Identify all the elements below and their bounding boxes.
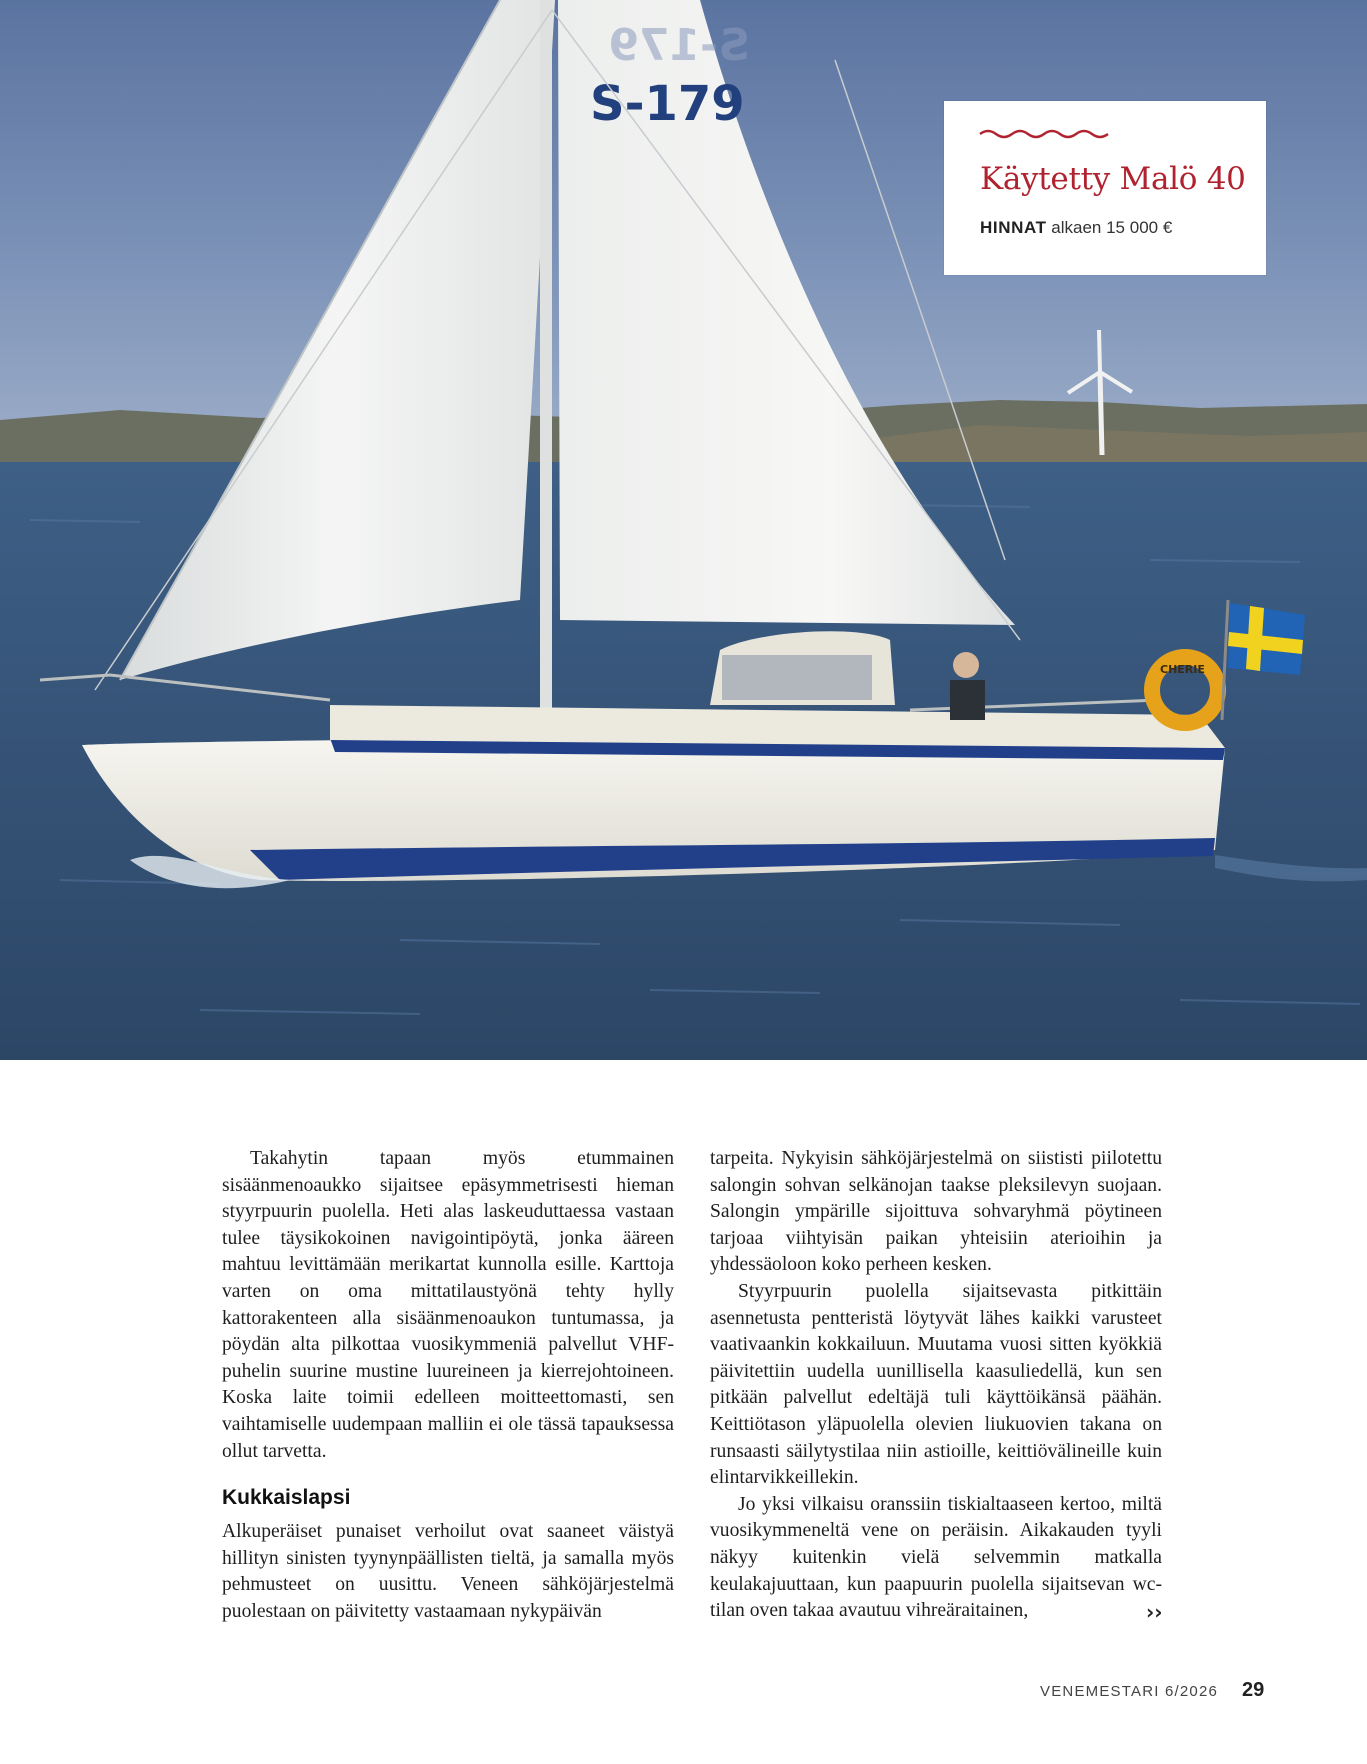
lifebuoy-label: CHERIE	[1160, 663, 1205, 676]
article-paragraph: tarpeita. Nykyisin sähköjärjestelmä on siististi piilotettu salongin sohvan selkänojan taakse pleksilevyn suojaan. Salongin ympärille sijoittuva sohvaryhmä pöytineen tarjoaa viihtyisän paikan yhteisiin aterioihin ja yhdessäoloon koko perheen kesken.	[710, 1148, 1162, 1276]
article-paragraph: Takahytin tapaan myös etummainen sisäänmenoaukko sijaitsee epäsymmetrisesti hieman styyrpuurin puolella. Heti alas laskeuduttaessa vastaan tulee täysikokoinen navigointipöytä, jonka ääreen mahtuu levittämään merikartat kunnolla esille. Karttoja varten on oma mittatilaustyönä tehty hylly kattorakenteen alla sisäänmenoaukon tuntumassa, ja pöydän alta pilkottaa vuosikymmeniä palvellut VHF-puhelin suurine mustine luureineen ja kierrejohtoineen. Koska laite toimii edelleen moitteettomasti, sen vaihtamiselle uudempaan malliin ei ole tässä tapauksessa ollut tarvetta.	[222, 1148, 674, 1462]
article-column-right	[710, 1146, 1162, 1625]
wave-ornament-icon	[978, 128, 1110, 140]
article-paragraph: Styyrpuurin puolella sijaitsevasta pitkittäin asennetusta pentteristä löytyvät lähes kaikki varusteet vaativaankin kokkailuun. Muutama vuosi sitten kyökkiä päivitettiin uudella uunillisella kaasuliedellä, kun sen pitkään palvellut edeltäjä tuli käyttöikänsä päähän. Keittiötason yläpuolella olevien liukuovien takana on runsaasti säilytystilaa niin astioille, keittiövälineille kuin elintarvikkeillekin.	[710, 1280, 1162, 1489]
price-label: HINNAT	[980, 218, 1047, 237]
price-line	[980, 218, 1172, 238]
article-paragraph: Alkuperäiset punaiset verhoilut ovat saaneet väistyä hillityn sinisten tyynynpäällisten tieltä, ja samalla myös pehmusteet on uusittu. Veneen sähköjärjestelmä puolestaan on päivitetty vastaamaan nykypäivän	[222, 1521, 674, 1622]
price-info-box	[944, 101, 1266, 275]
article-paragraph: Jo yksi vilkaisu oranssiin tiskialtaaseen kertoo, miltä vuosikymmeneltä vene on peräisin. Aikakauden tyyli näkyy kuitenkin vielä selvemmin matkalla keulakajuuttaan, kun paapuurin puolella sijaitsevan wc-tilan oven takaa avautuu vihreäraitainen,	[710, 1493, 1162, 1622]
sail-number: S-179	[590, 76, 745, 132]
boat-model-title: Käytetty Malö 40	[980, 161, 1246, 197]
price-value: alkaen 15 000 €	[1046, 218, 1173, 237]
page-number: 29	[1242, 1679, 1265, 1701]
section-heading: Kukkaislapsi	[222, 1486, 351, 1510]
svg-text:S-179: S-179	[608, 20, 750, 71]
continue-arrow-icon: ››	[1146, 1600, 1163, 1624]
article-column-left	[222, 1146, 674, 1626]
magazine-issue: VENEMESTARI 6/2026	[1040, 1683, 1219, 1700]
